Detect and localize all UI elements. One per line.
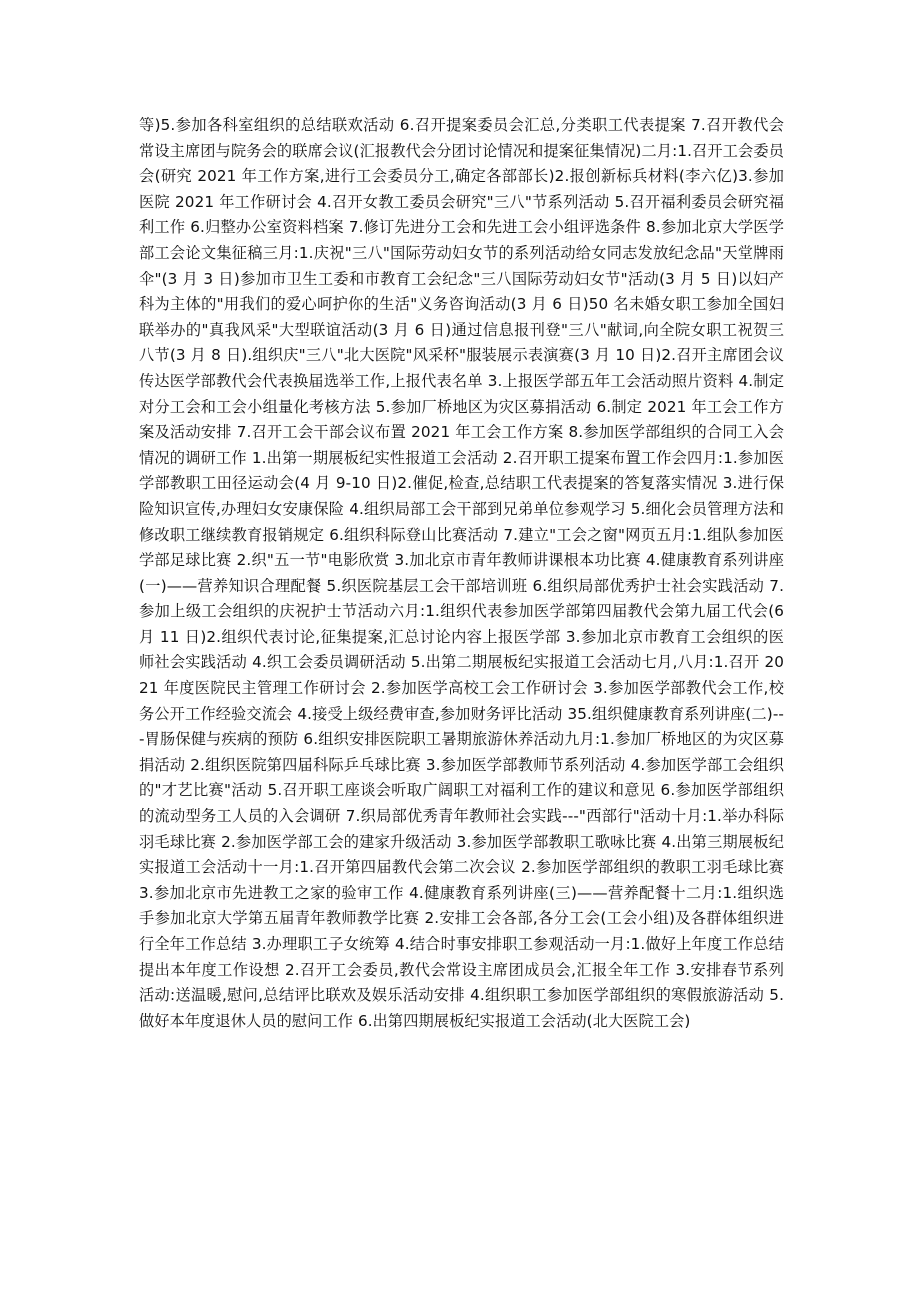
body-paragraph: 等)5.参加各科室组织的总结联欢活动 6.召开提案委员会汇总,分类职工代表提案 7.召开教代会常设主席团与院务会的联席会议(汇报教代会分团讨论情况和提案征集情况)二月:1.召开工会委员会(研究 2021 年工作方案,进行工会委员分工,确定各部部长)2.报创新标兵材料(李六亿)3.参加医院 2021 年工作研讨会 4.召开女教工委员会研究"三八"节系列活动 5.召开福利委员会研究福利工作 6.归整办公室资料档案 7.修订先进分工会和先进工会小组评选条件 8.参加北京大学医学部工会论文集征稿三月:1.庆祝"三八"国际劳动妇女节的系列活动给女同志发放纪念品"天堂牌雨伞"(3 月 3 日)参加市卫生工委和市教育工会纪念"三八国际劳动妇女节"活动(3 月 5 日)以妇产科为主体的"用我们的爱心呵护你的生活"义务咨询活动(3 月 6 日)50 名未婚女职工参加全国妇联举办的"真我风采"大型联谊活动(3 月 6 日)通过信息报刊登"三八"献词,向全院女职工祝贺三八节(3 月 8 日).组织庆"三八"北大医院"风采杯"服装展示表演赛(3 月 10 日)2.召开主席团会议传达医学部教代会代表换届选举工作,上报代表名单 3.上报医学部五年工会活动照片资料 4.制定对分工会和工会小组量化考核方法 5.参加厂桥地区为灾区募捐活动 6.制定 2021 年工会工作方案及活动安排 7.召开工会干部会议布置 2021 年工会工作方案 8.参加医学部组织的合同工入会情况的调研工作 1.出第一期展板纪实性报道工会活动 2.召开职工提案布置工作会四月:1.参加医学部教职工田径运动会(4 月 9-10 日)2.催促,检查,总结职工代表提案的答复落实情况 3.进行保险知识宣传,办理妇女安康保险 4.组织局部工会干部到兄弟单位参观学习 5.细化会员管理方法和修改职工继续教育报销规定 6.组织科际登山比赛活动 7.建立"工会之窗"网页五月:1.组队参加医学部足球比赛 2.织"五一节"电影欣赏 3.加北京市青年教师讲课根本功比赛 4.健康教育系列讲座(一)——营养知识合理配餐 5.织医院基层工会干部培训班 6.组织局部优秀护士社会实践活动 7.参加上级工会组织的庆祝护士节活动六月:1.组织代表参加医学部第四届教代会第九届工代会(6 月 11 日)2.组织代表讨论,征集提案,汇总讨论内容上报医学部 3.参加北京市教育工会组织的医师社会实践活动 4.织工会委员调研活动 5.出第二期展板纪实报道工会活动七月,八月:1.召开 2021 年度医院民主管理工作研讨会 2.参加医学高校工会工作研讨会 3.参加医学部教代会工作,校务公开工作经验交流会 4.接受上级经费审查,参加财务评比活动 35.组织健康教育系列讲座(二)---胃肠保健与疾病的预防 6.组织安排医院职工暑期旅游休养活动九月:1.参加厂桥地区的为灾区募捐活动 2.组织医院第四届科际乒乓球比赛 3.参加医学部教师节系列活动 4.参加医学部工会组织的"才艺比赛"活动 5.召开职工座谈会听取广阔职工对福利工作的建议和意见 6.参加医学部组织的流动型务工人员的入会调研 7.织局部优秀青年教师社会实践---"西部行"活动十月:1.举办科际羽毛球比赛 2.参加医学部工会的建家升级活动 3.参加医学部教职工歌咏比赛 4.出第三期展板纪实报道工会活动十一月:1.召开第四届教代会第二次会议 2.参加医学部组织的教职工羽毛球比赛 3.参加北京市先进教工之家的验审工作 4.健康教育系列讲座(三)——营养配餐十二月:1.组织选手参加北京大学第五届青年教师教学比赛 2.安排工会各部,各分工会(工会小组)及各群体组织进行全年工作总结 3.办理职工子女统筹 4.结合时事安排职工参观活动一月:1.做好上年度工作总结提出本年度工作设想 2.召开工会委员,教代会常设主席团成员会,汇报全年工作 3.安排春节系列活动:送温暖,慰问,总结评比联欢及娱乐活动安排 4.组织职工参加医学部组织的寒假旅游活动 5.做好本年度退休人员的慰问工作 6.出第四期展板纪实报道工会活动(北大医院工会) (139, 116, 784, 1030)
